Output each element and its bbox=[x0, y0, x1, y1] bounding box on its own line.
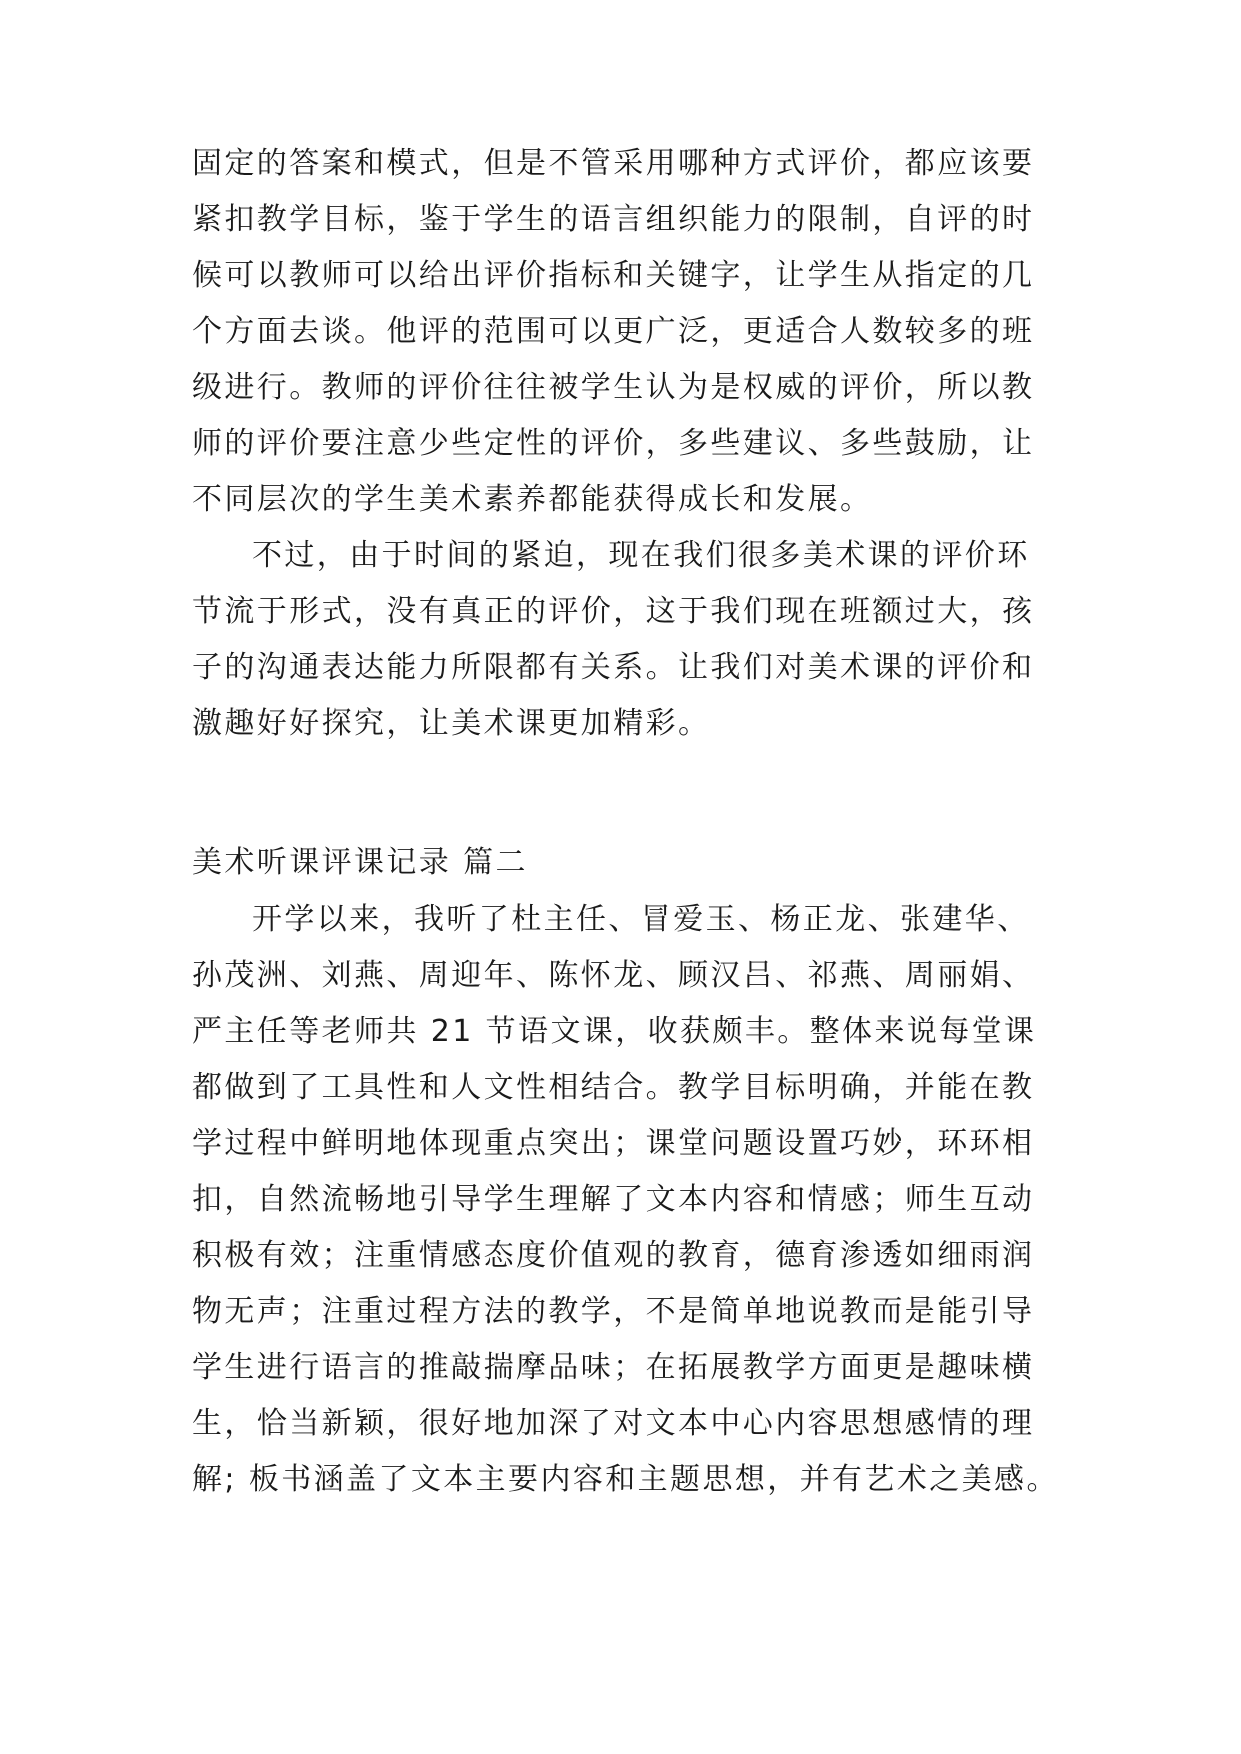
paragraph-3-line-6: 扣，自然流畅地引导学生理解了文本内容和情感；师生互动 bbox=[192, 1182, 1035, 1217]
paragraph-1-line-5: 级进行。教师的评价往往被学生认为是权威的评价，所以教 bbox=[192, 370, 1035, 405]
paragraph-3-line-3: 严主任等老师共 21 节语文课，收获颇丰。整体来说每堂课 bbox=[192, 1014, 1037, 1049]
paragraph-3-line-4: 都做到了工具性和人文性相结合。教学目标明确，并能在教 bbox=[192, 1070, 1035, 1105]
paragraph-1-line-3: 候可以教师可以给出评价指标和关键字，让学生从指定的几 bbox=[192, 258, 1035, 293]
paragraph-3-line-11: 解; 板书涵盖了文本主要内容和主题思想，并有艺术之美感。 bbox=[192, 1462, 1059, 1497]
paragraph-1-line-2: 紧扣教学目标，鉴于学生的语言组织能力的限制，自评的时 bbox=[192, 202, 1035, 237]
paragraph-3-line-7: 积极有效；注重情感态度价值观的教育，德育渗透如细雨润 bbox=[192, 1238, 1035, 1273]
paragraph-3-line-1: 开学以来，我听了杜主任、冒爱玉、杨正龙、张建华、 bbox=[252, 902, 1030, 937]
paragraph-1-line-6: 师的评价要注意少些定性的评价，多些建议、多些鼓励，让 bbox=[192, 426, 1035, 461]
paragraph-2-line-4: 激趣好好探究，让美术课更加精彩。 bbox=[192, 706, 711, 741]
paragraph-1-line-4: 个方面去谈。他评的范围可以更广泛，更适合人数较多的班 bbox=[192, 314, 1035, 349]
paragraph-3-line-8: 物无声；注重过程方法的教学，不是简单地说教而是能引导 bbox=[192, 1294, 1035, 1329]
section-heading: 美术听课评课记录 篇二 bbox=[192, 845, 528, 880]
paragraph-3-line-9: 学生进行语言的推敲揣摩品味；在拓展教学方面更是趣味横 bbox=[192, 1350, 1035, 1385]
paragraph-3-line-5: 学过程中鲜明地体现重点突出；课堂问题设置巧妙，环环相 bbox=[192, 1126, 1035, 1161]
paragraph-1-line-1: 固定的答案和模式，但是不管采用哪种方式评价，都应该要 bbox=[192, 146, 1035, 181]
paragraph-2-line-3: 子的沟通表达能力所限都有关系。让我们对美术课的评价和 bbox=[192, 650, 1035, 685]
paragraph-3-line-2: 孙茂洲、刘燕、周迎年、陈怀龙、顾汉吕、祁燕、周丽娟、 bbox=[192, 958, 1035, 993]
paragraph-1-line-7: 不同层次的学生美术素养都能获得成长和发展。 bbox=[192, 482, 873, 517]
paragraph-3-line-10: 生，恰当新颖，很好地加深了对文本中心内容思想感情的理 bbox=[192, 1406, 1035, 1441]
paragraph-2-line-2: 节流于形式，没有真正的评价，这于我们现在班额过大，孩 bbox=[192, 594, 1035, 629]
paragraph-2-line-1: 不过，由于时间的紧迫，现在我们很多美术课的评价环 bbox=[252, 538, 1030, 573]
